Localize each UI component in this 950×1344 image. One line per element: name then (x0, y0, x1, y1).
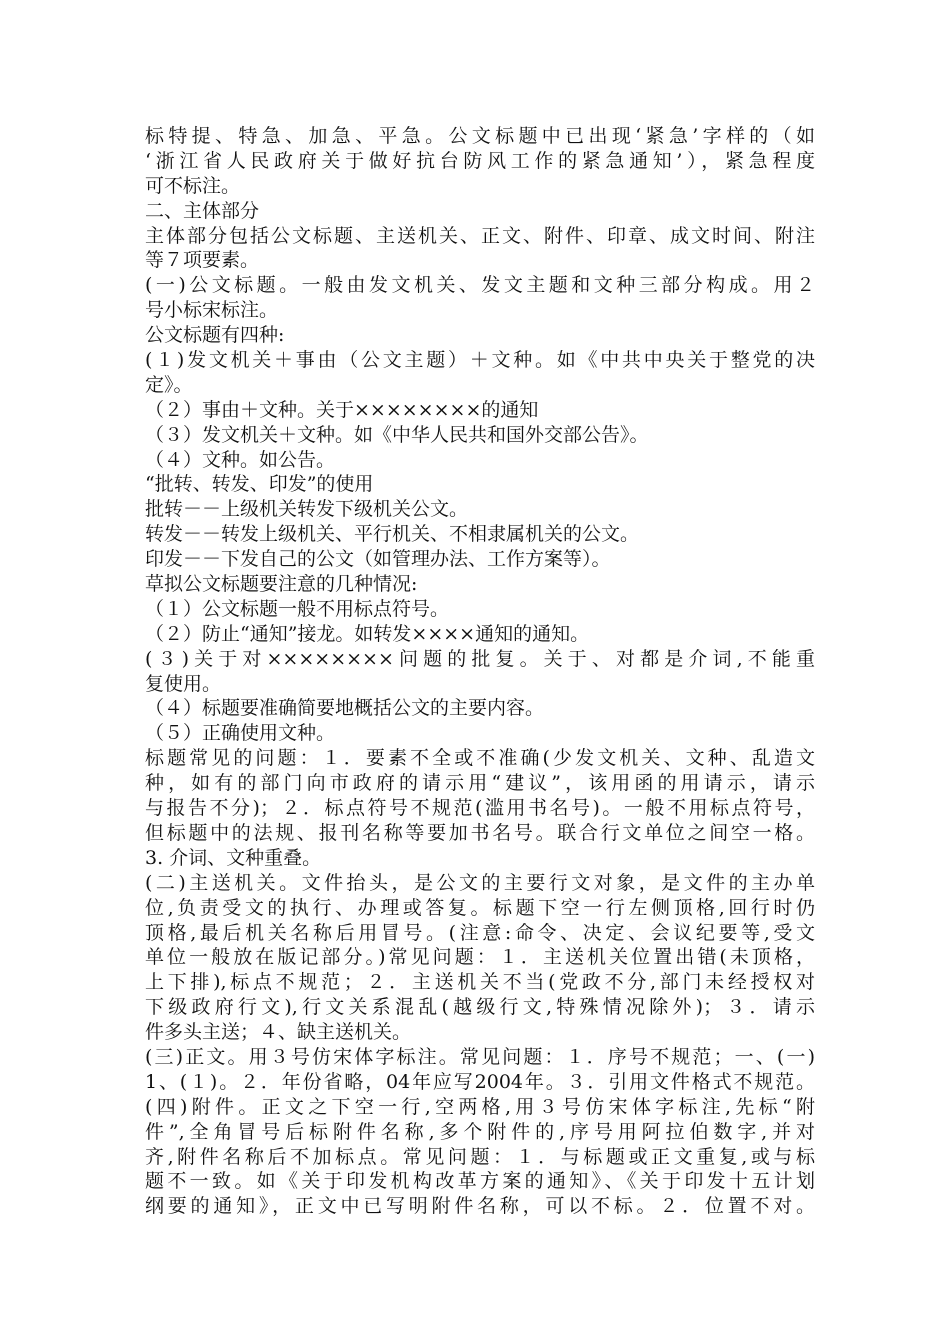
text-line: （３）发文机关＋文种。如《中华人民共和国外交部公告》。 (145, 423, 649, 446)
text-line: （４）文种。如公告。 (145, 448, 336, 471)
text-line: 纲要的通知》，正文中已写明附件名称，可以不标。２．位置不对。 (145, 1195, 815, 1218)
text-line: 题不一致。如《关于印发机构改革方案的通知》、《关于印发十五计划 (145, 1170, 815, 1193)
text-line: 单位一般放在版记部分。)常见问题：１．主送机关位置出错(未顶格， (145, 946, 815, 969)
text-line: 主体部分包括公文标题、主送机关、正文、附件、印章、成文时间、附注 (145, 224, 815, 247)
text-line: 等７项要素。 (145, 249, 260, 272)
text-line: （１）公文标题一般不用标点符号。 (145, 597, 450, 620)
text-line: (３)关于对××××××××问题的批复。关于、对都是介词,不能重 (145, 647, 815, 670)
text-line: (１)发文机关＋事由（公文主题）＋文种。如《中共中央关于整党的决 (145, 349, 815, 372)
text-line: 上下排),标点不规范；２．主送机关不当(党政不分,部门未经授权对 (145, 971, 815, 994)
text-line: 件”,全角冒号后标附件名称,多个附件的,序号用阿拉伯数字,并对 (145, 1120, 815, 1143)
text-line: 种，如有的部门向市政府的请示用“建议”，该用函的用请示，请示 (145, 772, 815, 795)
text-line: 顶格,最后机关名称后用冒号。(注意:命令、决定、会议纪要等,受文 (145, 921, 815, 944)
text-line: ‘浙江省人民政府关于做好抗台防风工作的紧急通知’），紧急程度 (145, 149, 815, 172)
text-line: (三)正文。用３号仿宋体字标注。常见问题：１．序号不规范；一、(一) (145, 1045, 815, 1068)
text-line: 件多头主送；４、缺主送机关。 (145, 1021, 412, 1044)
text-line: 标题常见的问题：１．要素不全或不准确(少发文机关、文种、乱造文 (145, 747, 815, 770)
text-line: （２）事由＋文种。关于××××××××的通知 (145, 398, 539, 421)
text-line: 定》。 (145, 373, 193, 396)
text-line: (一)公文标题。一般由发文机关、发文主题和文种三部分构成。用２ (145, 274, 815, 297)
text-line: 转发－－转发上级机关、平行机关、不相隶属机关的公文。 (145, 523, 640, 546)
text-line: 草拟公文标题要注意的几种情况: (145, 573, 418, 596)
text-line: （２）防止“通知”接龙。如转发××××通知的通知。 (145, 622, 590, 645)
text-line: 齐,附件名称后不加标点。常见问题：１．与标题或正文重复,或与标 (145, 1145, 815, 1168)
text-line: 3. 介词、文种重叠。 (145, 846, 322, 869)
document-body (145, 124, 815, 1219)
text-line: 可不标注。 (145, 174, 241, 197)
text-line: 公文标题有四种: (145, 324, 285, 347)
text-line: 复使用。 (145, 672, 222, 695)
text-line: 1、(１)。２．年份省略，04年应写2004年。３．引用文件格式不规范。 (145, 1070, 815, 1093)
text-line: (二)主送机关。文件抬头，是公文的主要行文对象，是文件的主办单 (145, 871, 815, 894)
text-line: 印发－－下发自己的公文（如管理办法、工作方案等）。 (145, 548, 611, 571)
text-line: 但标题中的法规、报刊名称等要加书名号。联合行文单位之间空一格。 (145, 821, 815, 844)
text-line: 下级政府行文),行文关系混乱(越级行文,特殊情况除外)；３．请示 (145, 996, 815, 1019)
text-line: 标特提、特急、加急、平急。公文标题中已出现‘紧急’字样的（如 (145, 125, 815, 147)
text-line: (四)附件。正文之下空一行,空两格,用３号仿宋体字标注,先标“附 (145, 1095, 815, 1118)
text-line: “批转、转发、印发”的使用 (145, 473, 374, 496)
text-line: （４）标题要准确简要地概括公文的主要内容。 (145, 697, 545, 720)
text-line: （５）正确使用文种。 (145, 722, 336, 745)
text-line: 与报告不分)；２．标点符号不规范(滥用书名号)。一般不用标点符号， (145, 797, 815, 820)
text-line: 号小标宋标注。 (145, 299, 279, 322)
text-line: 位,负责受文的执行、办理或答复。标题下空一行左侧顶格,回行时仍 (145, 896, 815, 919)
text-line: 批转－－上级机关转发下级机关公文。 (145, 498, 469, 521)
text-line: 二、主体部分 (145, 199, 260, 222)
